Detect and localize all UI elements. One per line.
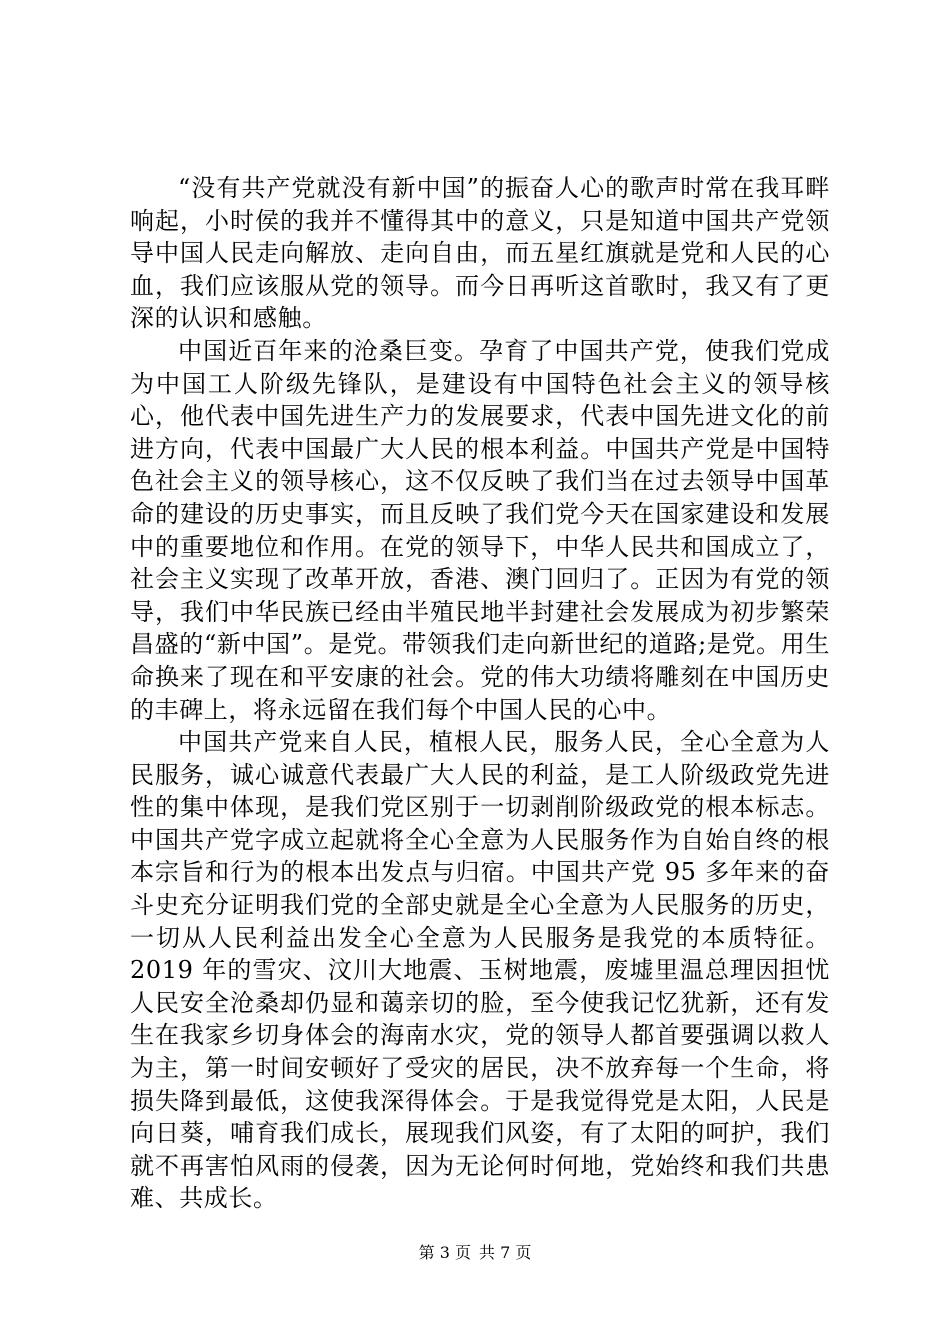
paragraph-3: 中国共产党来自人民，植根人民，服务人民，全心全意为人民服务，诚心诚意代表最广大人民的利益，是工人阶级政党先进性的集中体现，是我们党区别于一切剥削阶级政党的根本标志。中国共产党字成立起就将全心全意为人民服务作为自始自终的根本宗旨和行为的根本出发点与归宿。中国共产党 95 多年来的奋斗史充分证明我们党的全部史就是全心全意为人民服务的历史，一切从人民利益出发全心全意为人民服务是我党的本质特征。2019 年的雪灾、汶川大地震、玉树地震，废墟里温总理因担忧人民安全沧桑却仍显和蔼亲切的脸，至今使我记忆犹新，还有发生在我家乡切身体会的海南水灾，党的领导人都首要强调以救人为主，第一时间安顿好了受灾的居民，决不放弃每一个生命，将损失降到最低，这使我深得体会。于是我觉得党是太阳，人民是向日葵，哺育我们成长，展现我们风姿，有了太阳的呵护，我们就不再害怕风雨的侵袭，因为无论何时何地，党始终和我们共患难、共成长。 [130, 728, 830, 1213]
page-total: 共 7 页 [479, 1243, 532, 1262]
document-body [130, 172, 830, 1215]
page-number: 第 3 页 [418, 1243, 471, 1262]
paragraph-2: 中国近百年来的沧桑巨变。孕育了中国共产党，使我们党成为中国工人阶级先锋队，是建设有中国特色社会主义的领导核心，他代表中国先进生产力的发展要求，代表中国先进文化的前进方向，代表中国最广大人民的根本利益。中国共产党是中国特色社会主义的领导核心，这不仅反映了我们当在过去领导中国革命的建设的历史事实，而且反映了我们党今天在国家建设和发展中的重要地位和作用。在党的领导下，中华人民共和国成立了，社会主义实现了改革开放，香港、澳门回归了。正因为有党的领导，我们中华民族已经由半殖民地半封建社会发展成为初步繁荣昌盛的“新中国”。是党。带领我们走向新世纪的道路;是党。用生命换来了现在和平安康的社会。党的伟大功绩将雕刻在中国历史的丰碑上，将永远留在我们每个中国人民的心中。 [130, 336, 830, 724]
paragraph-1: “没有共产党就没有新中国”的振奋人心的歌声时常在我耳畔响起，小时侯的我并不懂得其中的意义，只是知道中国共产党领导中国人民走向解放、走向自由，而五星红旗就是党和人民的心血，我们应该服从党的领导。而今日再听这首歌时，我又有了更深的认识和感触。 [130, 174, 830, 333]
page-footer [0, 1243, 950, 1263]
